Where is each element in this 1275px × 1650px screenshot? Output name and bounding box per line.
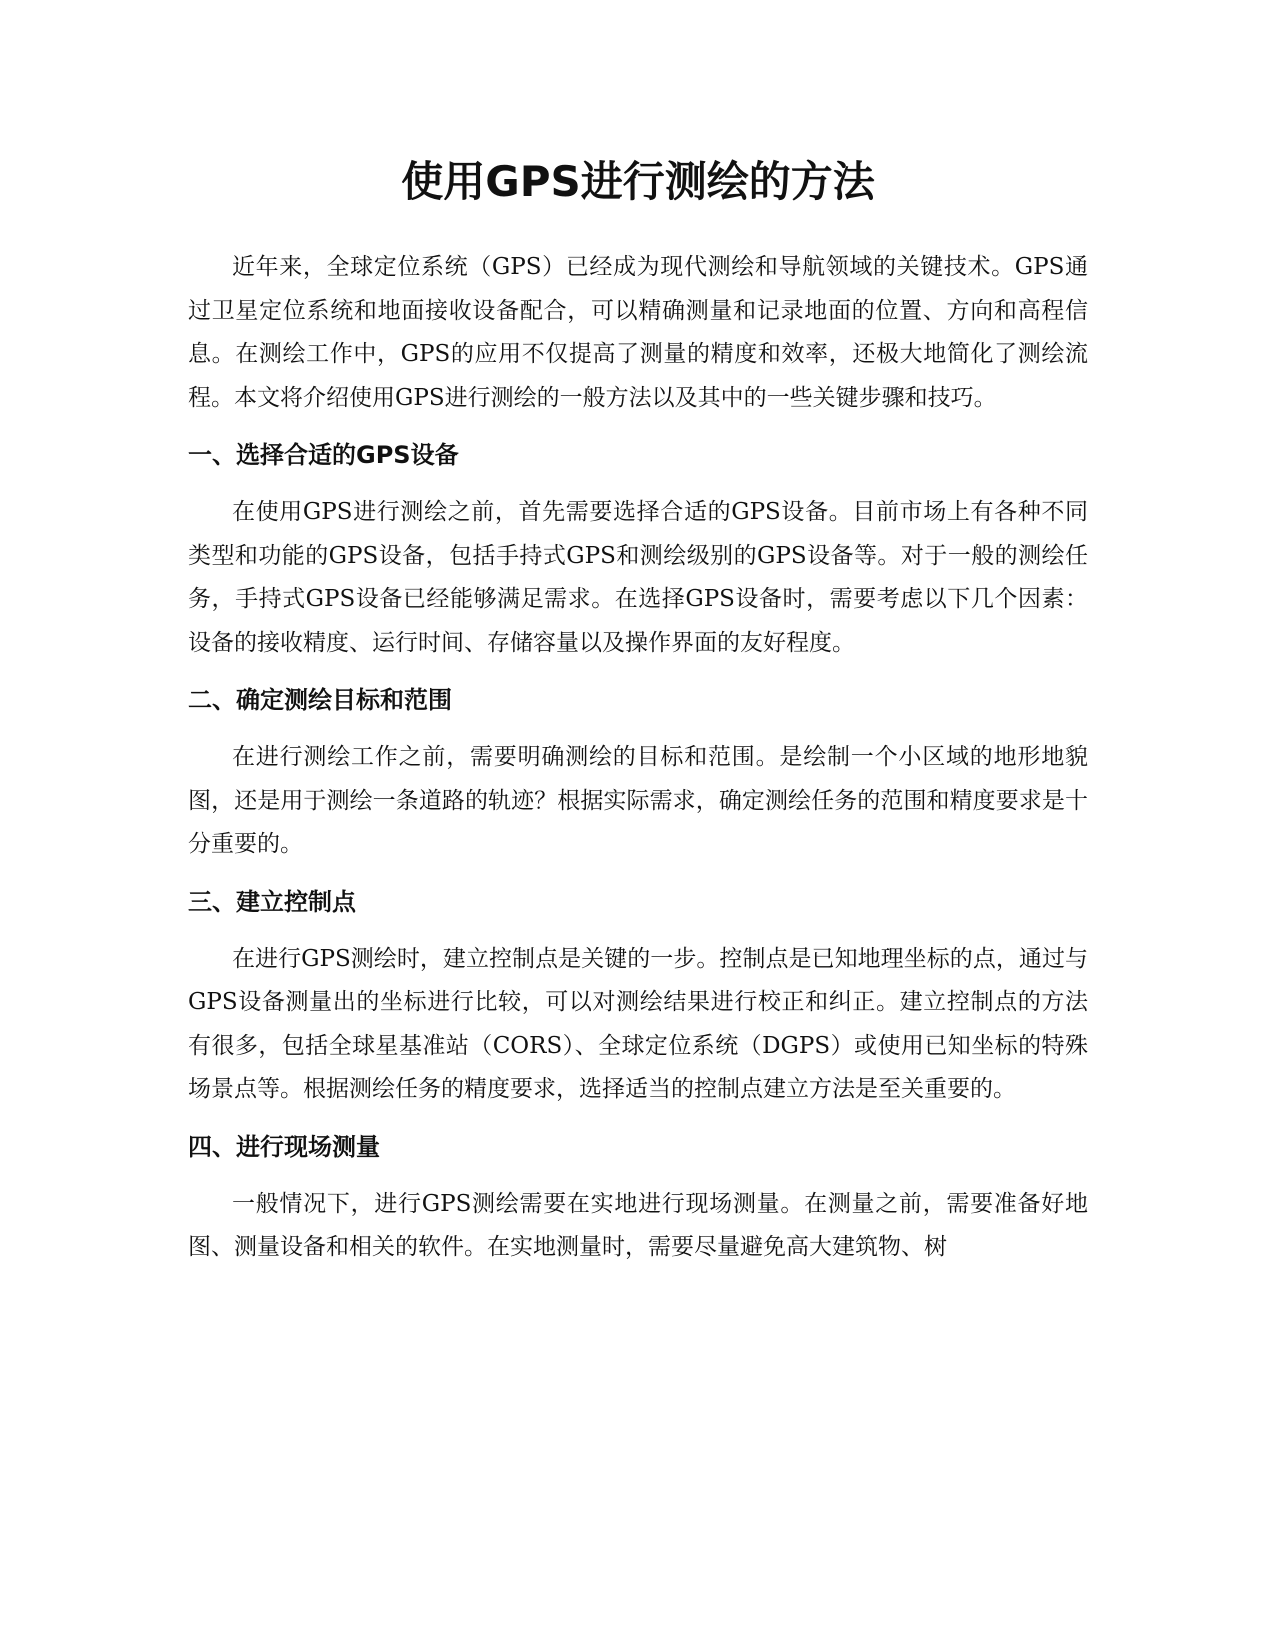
section-3 <box>188 885 1088 1112</box>
document-title: 使用GPS进行测绘的方法 <box>401 157 875 206</box>
section-paragraph: 在进行测绘工作之前，需要明确测绘的目标和范围。是绘制一个小区域的地形地貌图，还是用于测绘一条道路的轨迹？根据实际需求，确定测绘任务的范围和精度要求是十分重要的。 <box>188 744 1088 857</box>
section-paragraph: 在进行GPS测绘时，建立控制点是关键的一步。控制点是已知地理坐标的点，通过与GPS设备测量出的坐标进行比较，可以对测绘结果进行校正和纠正。建立控制点的方法有很多，包括全球星基准站（CORS）、全球定位系统（DGPS）或使用已知坐标的特殊场景点等。根据测绘任务的精度要求，选择适当的控制点建立方法是至关重要的。 <box>188 945 1088 1102</box>
section-paragraph: 在使用GPS进行测绘之前，首先需要选择合适的GPS设备。目前市场上有各种不同类型和功能的GPS设备，包括手持式GPS和测绘级别的GPS设备等。对于一般的测绘任务，手持式GPS设备已经能够满足需求。在选择GPS设备时，需要考虑以下几个因素：设备的接收精度、运行时间、存储容量以及操作界面的友好程度。 <box>188 499 1088 656</box>
section-heading: 四、进行现场测量 <box>188 1132 380 1161</box>
section-2 <box>188 683 1088 867</box>
intro-paragraph: 近年来，全球定位系统（GPS）已经成为现代测绘和导航领域的关键技术。GPS通过卫星定位系统和地面接收设备配合，可以精确测量和记录地面的位置、方向和高程信息。在测绘工作中，GPS的应用不仅提高了测量的精度和效率，还极大地简化了测绘流程。本文将介绍使用GPS进行测绘的一般方法以及其中的一些关键步骤和技巧。 <box>188 254 1088 411</box>
document-content <box>188 150 1088 1270</box>
section-paragraph: 一般情况下，进行GPS测绘需要在实地进行现场测量。在测量之前，需要准备好地图、测量设备和相关的软件。在实地测量时，需要尽量避免高大建筑物、树 <box>188 1190 1088 1260</box>
section-4 <box>188 1130 1088 1270</box>
section-heading: 三、建立控制点 <box>188 887 356 916</box>
section-heading: 一、选择合适的GPS设备 <box>188 441 459 469</box>
section-1 <box>188 438 1088 665</box>
section-heading: 二、确定测绘目标和范围 <box>188 686 452 714</box>
